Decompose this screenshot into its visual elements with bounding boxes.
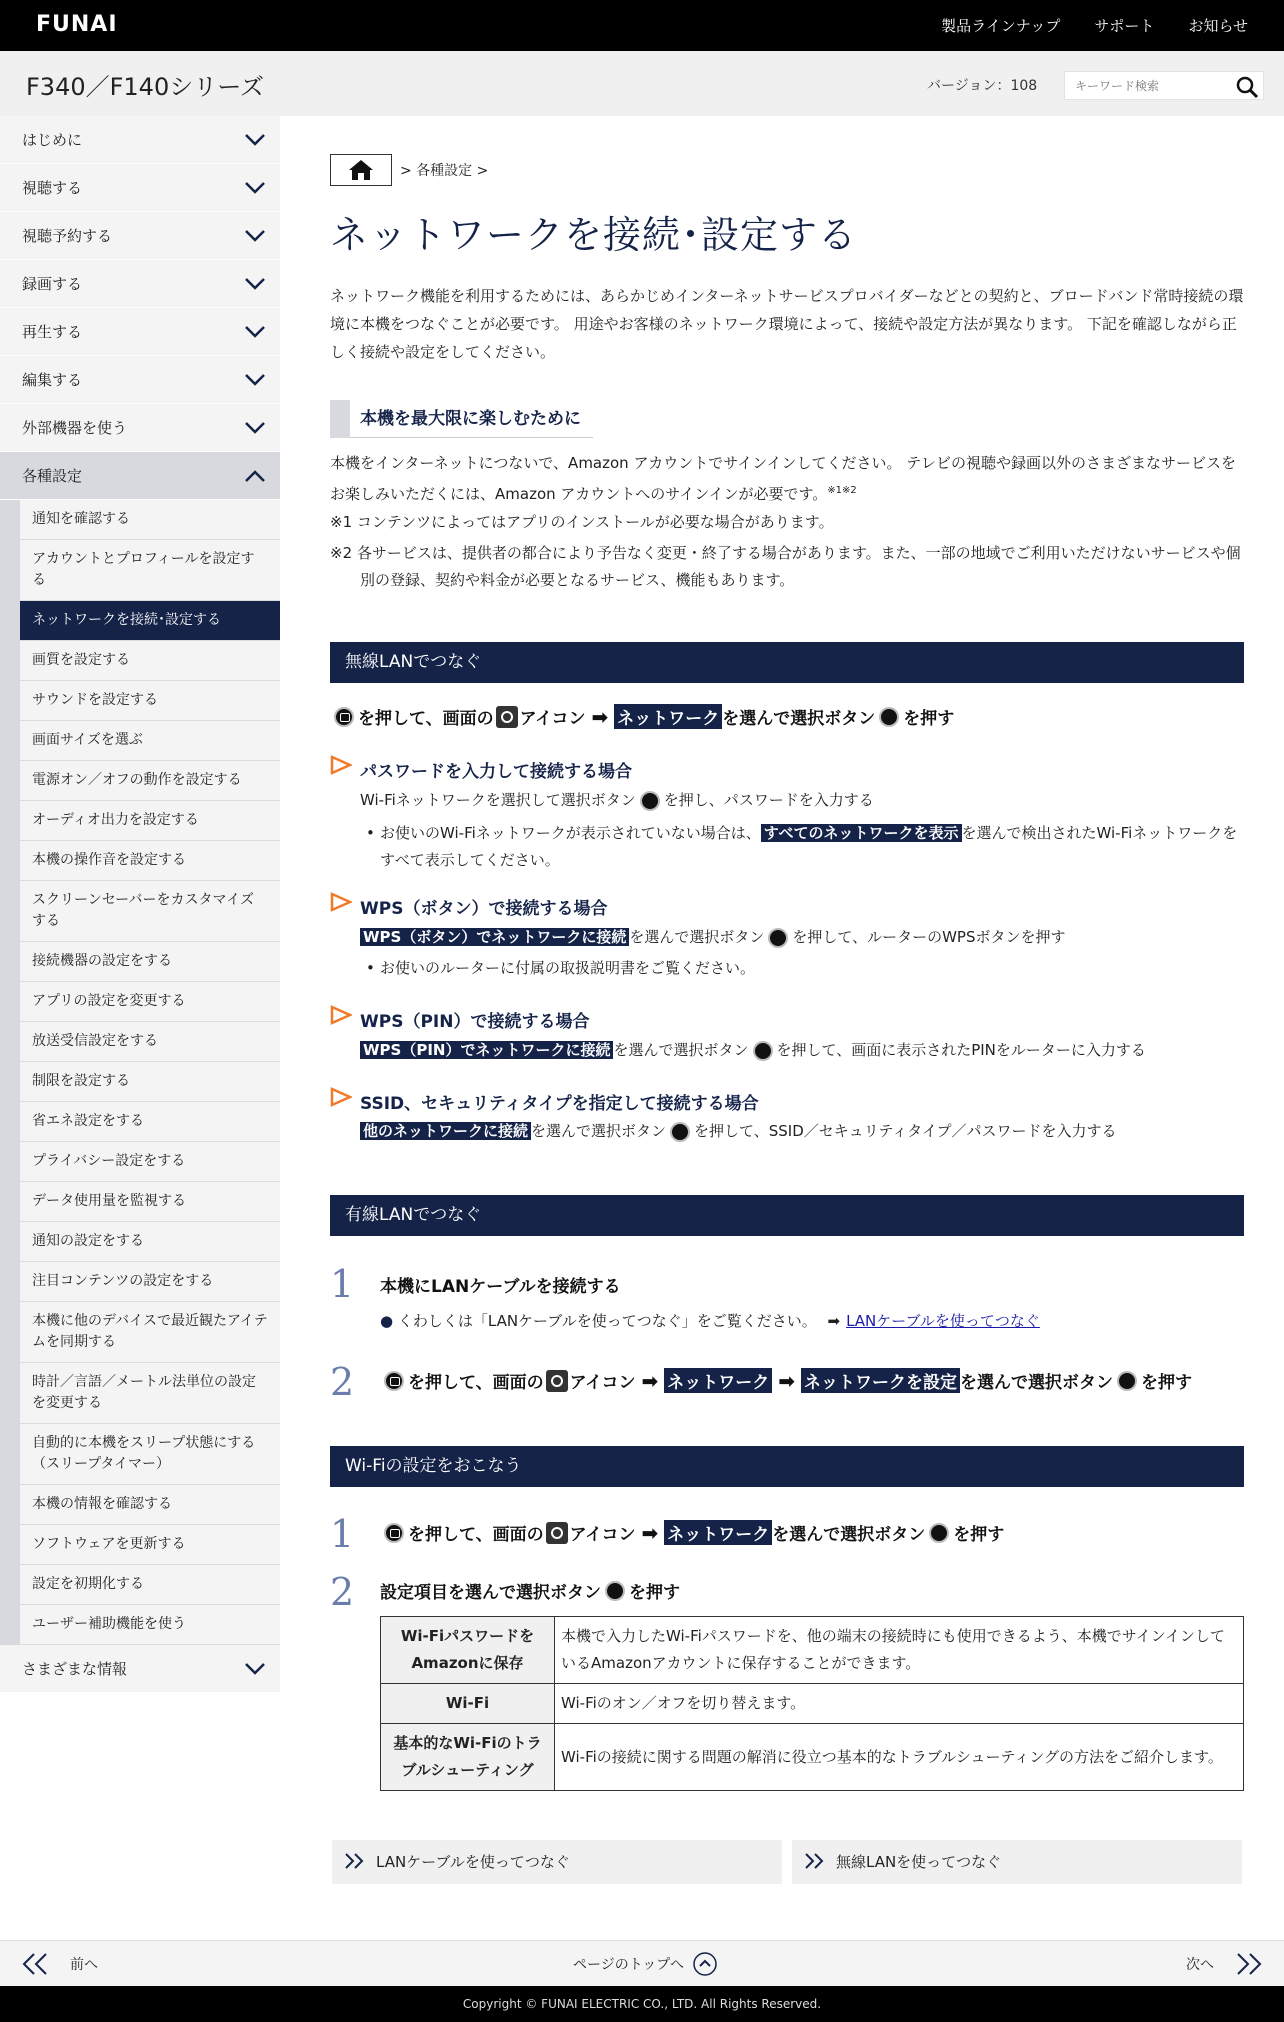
intro-text: ネットワーク機能を利用するためには、あらかじめインターネットサービスプロバイダーなどとの契約と、ブロードバンド常時接続の環境に本機をつなぐことが必要です。 用途やお客様のネットワーク環境によって、接続や設定方法が異なります。 下記を確認しながら正しく接続や設定をしてください。 [330, 287, 1244, 361]
step-number: 1 [330, 1512, 355, 1556]
menu-wps-pin-label: WPS（PIN）でネットワークに接続 [360, 1041, 613, 1059]
bullet-dot: • [366, 959, 375, 977]
sidebar-item-edit[interactable] [0, 356, 280, 404]
sidebar-sub-item[interactable]: ソフトウェアを更新する [20, 1525, 280, 1565]
nav-news[interactable]: お知らせ [1188, 17, 1248, 35]
step-text: を押して、画面の [408, 1525, 544, 1545]
wireless-step [330, 704, 954, 729]
note-1: ※1 コンテンツによってはアプリのインストールが必要な場合があります。 [330, 513, 834, 531]
next-label: 次へ [1186, 1957, 1214, 1973]
sidebar-label: さまざまな情報 [22, 1660, 128, 1678]
enjoy-text-body: 本機をインターネットにつないで、Amazon アカウントでサインインしてください。 テレビの視聴や録画以外のさまざまなサービスをお楽しみいただくには、Amazon アカウントへのサインインが必要です。 [330, 454, 1236, 503]
setting-name: Wi-Fi [381, 1684, 555, 1724]
gear-icon [546, 1370, 568, 1392]
step-number: 2 [330, 1360, 355, 1404]
sidebar-sub-item[interactable]: アプリの設定を変更する [20, 982, 280, 1022]
lan-cable-link[interactable]: LANケーブルを使ってつなぐ [846, 1312, 1040, 1330]
triangle-marker-icon [330, 755, 352, 775]
select-button-icon [640, 791, 660, 811]
sidebar-label: 録画する [22, 275, 83, 293]
sidebar-sub-item[interactable]: プライバシー設定をする [20, 1142, 280, 1182]
page-title: ネットワークを接続･設定する [330, 213, 858, 257]
sidebar-sub-item[interactable]: 制限を設定する [20, 1062, 280, 1102]
top-nav [941, 15, 1248, 36]
case-wps-button-title: WPS（ボタン）で接続する場合 [360, 899, 608, 919]
step-text: を押す [629, 1583, 680, 1603]
wired-section-header: 有線LANでつなぐ [330, 1195, 1244, 1236]
select-button-icon [753, 1041, 773, 1061]
select-button-icon [1117, 1371, 1137, 1391]
related-link-lan-cable[interactable] [332, 1840, 782, 1884]
chevron-down-icon [244, 133, 266, 147]
nav-products[interactable]: 製品ラインナップ [941, 17, 1061, 35]
bullet-text: お使いのルーターに付属の取扱説明書をご覧ください。 [380, 959, 756, 977]
step-text: アイコン [569, 1525, 636, 1545]
sidebar-label: はじめに [22, 131, 83, 149]
sidebar-submenu [0, 500, 280, 1645]
double-chevron-right-icon [804, 1852, 828, 1870]
breadcrumb-path[interactable]: > 各種設定 > [400, 163, 489, 179]
sidebar-sub-item[interactable]: 画質を設定する [20, 641, 280, 681]
step-number: 1 [330, 1262, 355, 1306]
sidebar-sub-item[interactable]: 通知の設定をする [20, 1222, 280, 1262]
sidebar-sub-item[interactable]: 接続機器の設定をする [20, 942, 280, 982]
arrow-right-icon: ➡ [778, 1368, 795, 1393]
next-button[interactable] [1186, 1952, 1264, 1976]
table-row [381, 1684, 1244, 1724]
case-wps-button-bullet [366, 955, 1244, 982]
home-button-icon [384, 1523, 404, 1543]
menu-network-label: ネットワーク [614, 704, 722, 729]
triangle-marker-icon [330, 1005, 352, 1025]
case-text: を選んで選択ボタン [613, 1041, 749, 1059]
gear-icon [546, 1522, 568, 1544]
double-chevron-right-icon [1232, 1952, 1264, 1976]
step-text: を押す [1141, 1373, 1192, 1393]
sub-header [0, 51, 1284, 116]
prev-button[interactable] [20, 1952, 98, 1976]
bullet-dot: • [366, 824, 375, 842]
top-bar [0, 0, 1284, 51]
case-text: を押して、ルーターのWPSボタンを押す [792, 928, 1066, 946]
search-input[interactable] [1065, 72, 1225, 99]
double-chevron-right-icon [344, 1852, 368, 1870]
setting-desc: Wi-Fiのオン／オフを切り替えます。 [555, 1684, 1244, 1724]
related-link-wireless[interactable] [792, 1840, 1242, 1884]
home-button-icon [334, 707, 354, 727]
sidebar-sub-item[interactable]: ユーザー補助機能を使う [20, 1605, 280, 1645]
menu-network-label: ネットワーク [664, 1368, 772, 1393]
page-top-label: ページのトップへ [573, 1957, 685, 1973]
case-wps-pin-title: WPS（PIN）で接続する場合 [360, 1012, 590, 1032]
arrow-right-icon: ➡ [591, 704, 609, 729]
triangle-marker-icon [330, 1087, 352, 1107]
bullet-text: お使いのWi-Fiネットワークが表示されていない場合は、 [380, 824, 761, 842]
arrow-right-icon: ➡ [641, 1520, 659, 1545]
search-box [1064, 71, 1264, 100]
menu-network-setup-label: ネットワークを設定 [801, 1368, 960, 1393]
note-2: ※2 各サービスは、提供者の都合により予告なく変更・終了する場合があります。また、一部の地域でご利用いただけないサービスや個別の登録、契約や料金が必要となるサービス、機能もあります。 [330, 544, 1241, 589]
sidebar-sub-item-active[interactable]: ネットワークを接続･設定する [20, 601, 280, 641]
table-row [381, 1617, 1244, 1684]
enjoy-heading [330, 400, 593, 438]
select-button-icon [879, 707, 899, 727]
select-button-icon [768, 928, 788, 948]
setting-desc: Wi-Fiの接続に関する問題の解消に役立つ基本的なトラブルシューティングの方法をご紹介します。 [555, 1724, 1244, 1791]
select-button-icon [670, 1122, 690, 1142]
menu-network-label: ネットワーク [664, 1520, 772, 1545]
related-link-label: 無線LANを使ってつなぐ [836, 1853, 1002, 1871]
chevron-down-icon [244, 373, 266, 387]
home-button-icon [384, 1371, 404, 1391]
arrow-right-icon: ➡ [827, 1312, 841, 1330]
sidebar-sub-item[interactable]: 自動的に本機をスリープ状態にする（スリープタイマー） [20, 1424, 280, 1485]
step-text: を選んで選択ボタン [772, 1525, 926, 1545]
series-title[interactable]: F340／F140シリーズ [26, 73, 265, 101]
sidebar-item-watch[interactable] [0, 164, 280, 212]
sidebar-sub-item[interactable]: 注目コンテンツの設定をする [20, 1262, 280, 1302]
sidebar-item-reserve[interactable] [0, 212, 280, 260]
breadcrumb [330, 154, 488, 186]
case-text: を押し、パスワードを入力する [663, 791, 874, 809]
case-text: を押して、画面に表示されたPINをルーターに入力する [776, 1041, 1146, 1059]
wired-step-1-title: 本機にLANケーブルを接続する [380, 1277, 621, 1297]
select-button-icon [929, 1523, 949, 1543]
case-password-text [360, 789, 874, 811]
sidebar-sub-item[interactable]: 本機の操作音を設定する [20, 841, 280, 881]
bullet-text: を選んで検出されたWi-Fiネットワークをすべて表示してください。 [380, 824, 1238, 869]
chevron-down-icon [244, 421, 266, 435]
double-chevron-left-icon [20, 1952, 52, 1976]
step-text: アイコン [519, 709, 586, 729]
case-password-bullet [366, 820, 1244, 874]
version-label: バージョン：108 [927, 78, 1038, 94]
sidebar-item-play[interactable] [0, 308, 280, 356]
triangle-marker-icon [330, 892, 352, 912]
bullet-dot: ● [380, 1312, 394, 1330]
sidebar-sub-item[interactable]: データ使用量を監視する [20, 1182, 280, 1222]
step-text: アイコン [569, 1373, 636, 1393]
chevron-up-icon [244, 469, 266, 483]
sidebar-sub-item[interactable]: アカウントとプロフィールを設定する [20, 540, 280, 601]
sidebar-sub-item[interactable]: サウンドを設定する [20, 681, 280, 721]
step-text: を選んで選択ボタン [960, 1373, 1113, 1393]
sidebar-sub-item[interactable]: オーディオ出力を設定する [20, 801, 280, 841]
gear-icon [496, 706, 518, 728]
sidebar-sub-item[interactable]: 省エネ設定をする [20, 1102, 280, 1142]
case-text: Wi-Fiネットワークを選択して選択ボタン [360, 791, 636, 809]
sidebar-label: 視聴予約する [22, 227, 113, 245]
nav-support[interactable]: サポート [1094, 17, 1155, 35]
case-ssid-text [360, 1120, 1117, 1142]
sidebar-sub-item[interactable]: 設定を初期化する [20, 1565, 280, 1605]
sidebar-sub-item[interactable]: 画面サイズを選ぶ [20, 721, 280, 761]
sidebar-sub-item[interactable]: 放送受信設定をする [20, 1022, 280, 1062]
step-text: を押して、画面の [358, 709, 494, 729]
step-text: を押す [903, 709, 955, 729]
case-wps-button-text [360, 926, 1065, 948]
related-link-label: LANケーブルを使ってつなぐ [376, 1853, 570, 1871]
search-icon[interactable] [1235, 75, 1259, 103]
select-button-icon [605, 1581, 625, 1601]
chevron-up-circle-icon [692, 1951, 718, 1977]
sidebar [0, 116, 280, 1678]
heading-marker [330, 400, 350, 438]
sidebar-sub-item[interactable]: 電源オン／オフの動作を設定する [20, 761, 280, 801]
page-top-button[interactable] [573, 1951, 718, 1977]
note-text: くわしくは「LANケーブルを使ってつなぐ」をご覧ください。 [397, 1312, 817, 1330]
case-text: を選んで選択ボタン [531, 1122, 667, 1140]
prev-label: 前へ [70, 1957, 98, 1973]
sidebar-item-record[interactable] [0, 260, 280, 308]
chevron-down-icon [244, 1662, 266, 1676]
step-text: を押して、画面の [408, 1373, 544, 1393]
footer-nav [0, 1940, 1284, 1986]
wifi-settings-table [380, 1616, 1244, 1791]
case-wps-pin-text [360, 1039, 1146, 1061]
chevron-down-icon [244, 277, 266, 291]
setting-desc: 本機で入力したWi-Fiパスワードを、他の端末の接続時にも使用できるよう、本機でサインインしているAmazonアカウントに保存することができます。 [555, 1617, 1244, 1684]
case-ssid-title: SSID、セキュリティタイプを指定して接続する場合 [360, 1094, 759, 1114]
sidebar-label: 視聴する [22, 179, 83, 197]
step-number: 2 [330, 1570, 355, 1614]
arrow-right-icon: ➡ [641, 1368, 659, 1393]
case-password-title: パスワードを入力して接続する場合 [360, 762, 632, 782]
wifi-section-header: Wi-Fiの設定をおこなう [330, 1446, 1244, 1487]
sidebar-sub-item[interactable]: 通知を確認する [20, 500, 280, 540]
case-text: を押して、SSID／セキュリティタイプ／パスワードを入力する [694, 1122, 1117, 1140]
wifi-step-2 [380, 1578, 680, 1603]
sidebar-item-info[interactable] [0, 1645, 280, 1693]
step-text: を選んで選択ボタン [722, 709, 876, 729]
wireless-section-header: 無線LANでつなぐ [330, 642, 1244, 683]
sidebar-label: 再生する [22, 323, 83, 341]
setting-name: 基本的なWi-Fiのトラブルシューティング [381, 1724, 555, 1791]
sidebar-item-settings[interactable] [0, 452, 280, 500]
enjoy-text [330, 450, 1244, 508]
table-row [381, 1724, 1244, 1791]
chevron-down-icon [244, 325, 266, 339]
sidebar-label: 各種設定 [22, 467, 83, 485]
enjoy-heading-text: 本機を最大限に楽しむために [350, 400, 593, 438]
sidebar-label: 外部機器を使う [22, 419, 128, 437]
sidebar-item-external[interactable] [0, 404, 280, 452]
menu-other-network-label: 他のネットワークに接続 [360, 1122, 531, 1140]
step-text: 設定項目を選んで選択ボタン [380, 1583, 601, 1603]
home-icon [348, 159, 374, 181]
sidebar-sub-item[interactable]: 本機に他のデバイスで最近観たアイテムを同期する [20, 1302, 280, 1363]
sidebar-label: 編集する [22, 371, 83, 389]
chevron-down-icon [244, 181, 266, 195]
chevron-down-icon [244, 229, 266, 243]
wired-step-2 [380, 1368, 1192, 1393]
sidebar-sub-item[interactable]: 時計／言語／メートル法単位の設定を変更する [20, 1363, 280, 1424]
case-text: を選んで選択ボタン [629, 928, 765, 946]
footnote-ref: ※1※2 [827, 485, 857, 496]
home-button[interactable] [330, 154, 392, 186]
sidebar-item-intro[interactable] [0, 116, 280, 164]
sidebar-sub-item[interactable]: スクリーンセーバーをカスタマイズする [20, 881, 280, 942]
menu-wps-button-label: WPS（ボタン）でネットワークに接続 [360, 928, 629, 946]
setting-name: Wi-FiパスワードをAmazonに保存 [381, 1617, 555, 1684]
step-text: を押す [953, 1525, 1005, 1545]
funai-logo[interactable]: FUNAI [36, 12, 118, 37]
menu-all-networks-label: すべてのネットワークを表示 [761, 824, 962, 842]
sidebar-sub-item[interactable]: 本機の情報を確認する [20, 1485, 280, 1525]
wired-step-1-note [380, 1310, 1040, 1331]
copyright-footer: Copyright © FUNAI ELECTRIC CO., LTD. All Rights Reserved. [0, 1986, 1284, 2022]
wifi-step-1 [380, 1520, 1004, 1545]
